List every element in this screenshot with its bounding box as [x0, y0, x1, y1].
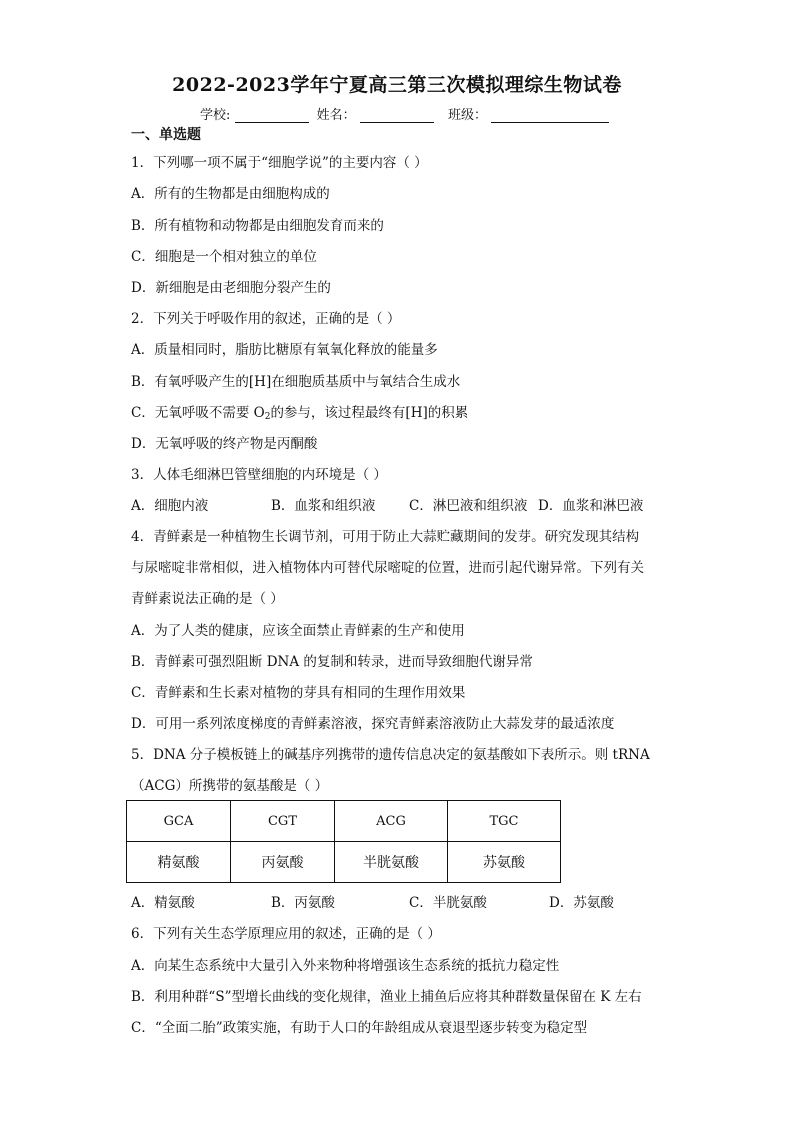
table-row [127, 801, 561, 842]
q3-stem: 3．人体毛细淋巴管壁细胞的内环境是（ ） [131, 467, 387, 483]
q1-option-c: C．细胞是一个相对独立的单位 [131, 249, 317, 265]
codon-table [126, 800, 561, 883]
q6-option-b: B．利用种群“S”型增长曲线的变化规律，渔业上捕鱼后应将其种群数量保留在 K 左右 [131, 989, 642, 1005]
q1-option-a: A．所有的生物都是由细胞构成的 [131, 186, 330, 202]
q4-stem-line1: 4．青鲜素是一种植物生长调节剂，可用于防止大蒜贮藏期间的发芽。研究发现其结构 [131, 529, 640, 545]
q1-stem: 1．下列哪一项不属于“细胞学说”的主要内容（ ） [131, 155, 428, 171]
table-cell: CGT [231, 801, 335, 842]
q2-stem: 2．下列关于呼吸作用的叙述，正确的是（ ） [131, 311, 401, 327]
q4-option-b: B．青鲜素可强烈阻断 DNA 的复制和转录，进而导致细胞代谢异常 [131, 654, 533, 670]
class-label: 班级： [447, 108, 487, 123]
q5-stem-line1: 5．DNA 分子模板链上的碱基序列携带的遗传信息决定的氨基酸如下表所示。则 tRNA [131, 747, 650, 763]
q5-option-d: D．苏氨酸 [549, 895, 614, 911]
q3-option-b: B．血浆和组织液 [271, 498, 376, 514]
q5-option-a: A．精氨酸 [131, 895, 195, 911]
q4-option-d: D．可用一系列浓度梯度的青鲜素溶液，探究青鲜素溶液防止大蒜发芽的最适浓度 [131, 716, 615, 732]
table-cell: GCA [127, 801, 231, 842]
q2-option-c [131, 401, 468, 422]
table-cell: 半胱氨酸 [335, 842, 448, 883]
q2-option-c-subscript: 2 [264, 412, 271, 422]
q3-option-a: A．细胞内液 [131, 498, 209, 514]
exam-title: 2022-2023学年宁夏高三第三次模拟理综生物试卷 [172, 74, 622, 96]
school-blank[interactable] [235, 108, 309, 123]
name-blank[interactable] [360, 108, 434, 123]
q4-stem-line3: 青鲜素说法正确的是（ ） [131, 591, 284, 607]
table-cell: 丙氨酸 [231, 842, 335, 883]
table-cell: TGC [448, 801, 561, 842]
q5-option-c: C．半胱氨酸 [409, 895, 487, 911]
q5-option-b: B．丙氨酸 [271, 895, 335, 911]
q3-option-d: D．血浆和淋巴液 [538, 498, 644, 514]
q5-stem-line2: （ACG）所携带的氨基酸是（ ） [131, 778, 329, 794]
table-row [127, 842, 561, 883]
q2-option-c-pre: C．无氧呼吸不需要 O [131, 405, 265, 421]
section-heading: 一、单选题 [131, 127, 201, 143]
q4-option-c: C．青鲜素和生长素对植物的芽具有相同的生理作用效果 [131, 685, 466, 701]
q6-option-a: A．向某生态系统中大量引入外来物种将增强该生态系统的抵抗力稳定性 [131, 958, 560, 974]
table-cell: ACG [335, 801, 448, 842]
q2-option-a: A．质量相同时，脂肪比糖原有氧氧化释放的能量多 [131, 342, 438, 358]
q3-option-c: C．淋巴液和组织液 [409, 498, 528, 514]
name-label: 姓名： [316, 108, 356, 123]
class-blank[interactable] [491, 108, 609, 123]
student-info-row [200, 104, 613, 123]
q2-option-c-post: 的参与，该过程最终有[H]的积累 [270, 405, 469, 421]
q4-option-a: A．为了人类的健康，应该全面禁止青鲜素的生产和使用 [131, 623, 465, 639]
q2-option-b: B．有氧呼吸产生的[H]在细胞质基质中与氧结合生成水 [131, 374, 461, 390]
q1-option-d: D．新细胞是由老细胞分裂产生的 [131, 280, 331, 296]
q6-option-c: C．“全面二胎”政策实施，有助于人口的年龄组成从衰退型逐步转变为稳定型 [131, 1020, 588, 1036]
q6-stem: 6．下列有关生态学原理应用的叙述，正确的是（ ） [131, 926, 441, 942]
school-label: 学校: [200, 108, 231, 123]
q4-stem-line2: 与尿嘧啶非常相似，进入植物体内可替代尿嘧啶的位置，进而引起代谢异常。下列有关 [131, 560, 644, 576]
table-cell: 精氨酸 [127, 842, 231, 883]
table-cell: 苏氨酸 [448, 842, 561, 883]
q2-option-d: D．无氧呼吸的终产物是丙酮酸 [131, 436, 318, 452]
q1-option-b: B．所有植物和动物都是由细胞发育而来的 [131, 218, 384, 234]
